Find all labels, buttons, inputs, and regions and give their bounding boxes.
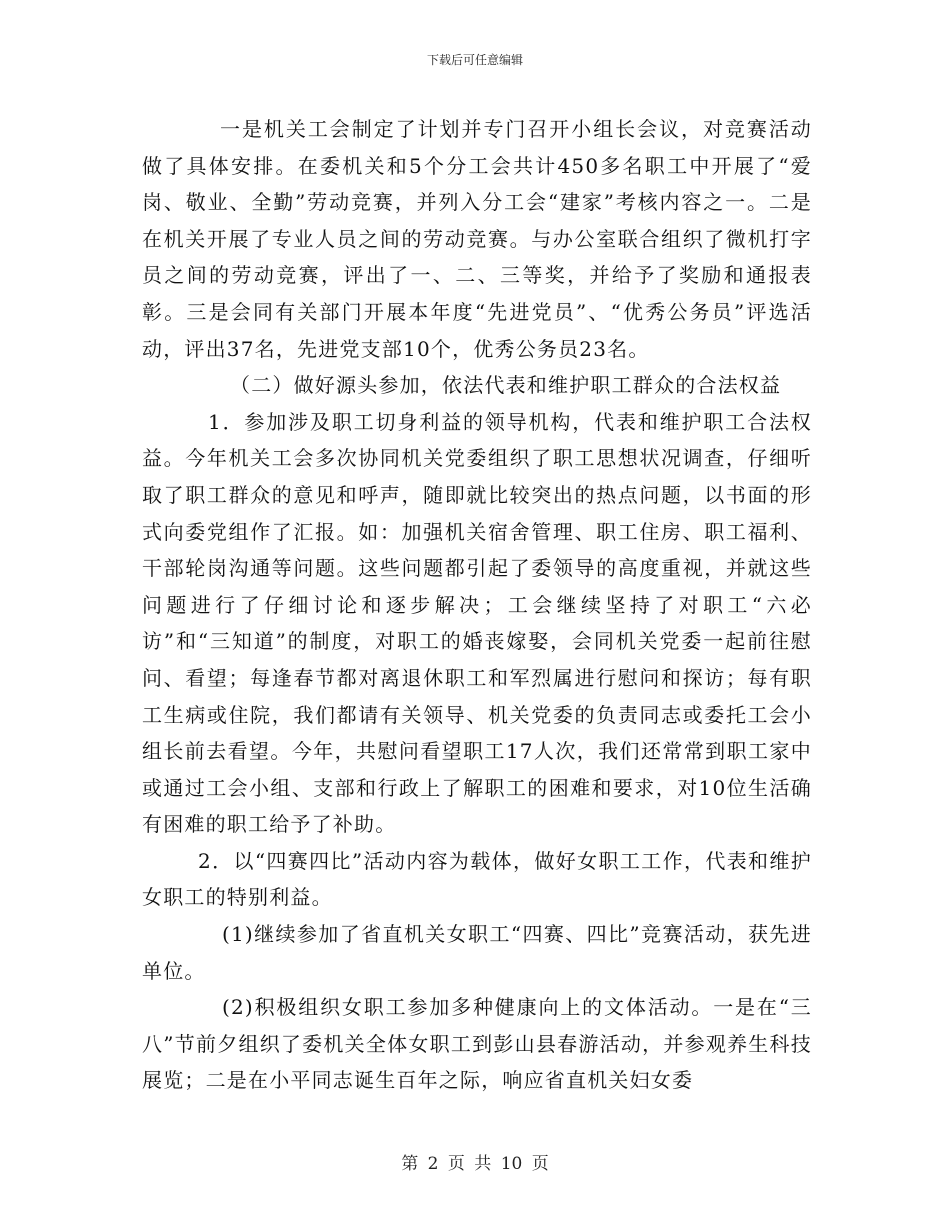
paragraph-sub-item-1: (1)继续参加了省直机关女职工“四赛、四比”竞赛活动，获先进单位。 [142,922,812,983]
page-header: 下载后可任意编辑 [426,53,523,67]
paragraph-item-2: 2．以“四赛四比”活动内容为载体，做好女职工工作，代表和维护女职工的特别利益。 [142,848,812,910]
paragraph-item-1: 1．参加涉及职工切身利益的领导机构，代表和维护职工合法权益。今年机关工会多次协同机关党委组织了职工思想状况调查，仔细听取了职工群众的意见和呼声，随即就比较突出的热点问题，以书面的形式向委党组作了汇报。如：加强机关宿舍管理、职工住房、职工福利、干部轮岗沟通等问题。这些问题都引起了委领导的高度重视，并就这些问题进行了仔细讨论和逐步解决；工会继续坚持了对职工“六必访”和“三知道”的制度，对职工的婚丧嫁娶，会同机关党委一起前往慰问、看望；每逢春节都对离退休职工和军烈属进行慰问和探访；每有职工生病或住院，我们都请有关领导、机关党委的负责同志或委托工会小组长前去看望。今年，共慰问看望职工17人次，我们还常常到职工家中或通过工会小组、支部和行政上了解职工的困难和要求，对10位生活确有困难的职工给予了补助。 [142,409,812,837]
document-body [142,111,812,1099]
section-heading-2: （二）做好源头参加，依法代表和维护职工群众的合法权益 [230,373,782,398]
paragraph-sub-item-2: (2)积极组织女职工参加多种健康向上的文体活动。一是在“三八”节前夕组织了委机关全体女职工到彭山县春游活动，并参观养生科技展览；二是在小平同志诞生百年之际，响应省直机关妇女委 [142,995,812,1093]
paragraph-competition: 一是机关工会制定了计划并专门召开小组长会议，对竞赛活动做了具体安排。在委机关和5个分工会共计450多名职工中开展了“爱岗、敬业、全勤”劳动竞赛，并列入分工会“建家”考核内容之一。二是在机关开展了专业人员之间的劳动竞赛。与办公室联合组织了微机打字员之间的劳动竞赛，评出了一、二、三等奖，并给予了奖励和通报表彰。三是会同有关部门开展本年度“先进党员”、“优秀公务员”评选活动，评出37名，先进党支部10个，优秀公务员23名。 [142,117,812,361]
page-number-footer: 第 2 页 共 10 页 [401,1154,549,1174]
